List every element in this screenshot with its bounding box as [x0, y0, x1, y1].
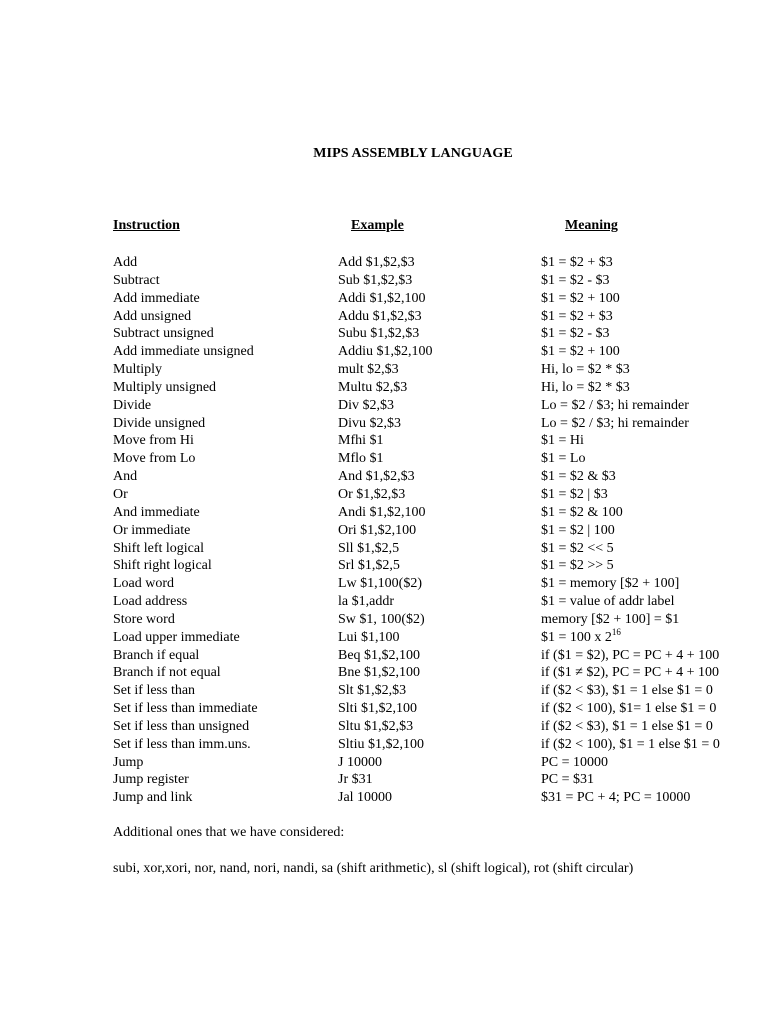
additional-instructions-list: subi, xor,xori, nor, nand, nori, nandi, sa (shift arithmetic), sl (shift logical), rot (shift circular)	[113, 861, 634, 876]
instruction-meaning	[541, 522, 615, 540]
table-header	[0, 218, 768, 238]
instruction-name: Set if less than	[113, 683, 196, 699]
instruction-meaning	[541, 736, 720, 754]
instruction-meaning	[541, 718, 713, 736]
instruction-example: Addiu $1,$2,100	[338, 344, 433, 360]
instruction-meaning	[541, 308, 613, 326]
meaning-text: $1 = $2 >> 5	[541, 558, 614, 574]
table-row	[0, 611, 768, 629]
table-row	[0, 626, 768, 647]
instruction-name: Or	[113, 486, 128, 502]
instruction-meaning	[541, 361, 630, 379]
meaning-text: $1 = memory [$2 + 100]	[541, 576, 680, 592]
instruction-name: Load word	[113, 576, 175, 592]
instruction-name: Set if less than imm.uns.	[113, 736, 251, 752]
meaning-text: if ($1 ≠ $2), PC = PC + 4 + 100	[541, 665, 719, 681]
table-row	[0, 450, 768, 468]
instruction-example: Subu $1,$2,$3	[338, 326, 420, 342]
meaning-text: $1 = $2 - $3	[541, 272, 610, 288]
table-row	[0, 557, 768, 575]
instruction-example: Andi $1,$2,100	[338, 504, 426, 520]
instruction-name: Jump	[113, 754, 144, 770]
instruction-meaning	[541, 504, 623, 522]
table-row	[0, 575, 768, 593]
meaning-text: $1 = $2 + $3	[541, 308, 613, 324]
instruction-meaning	[541, 789, 690, 807]
instruction-name: Store word	[113, 611, 175, 627]
instruction-name: Add	[113, 255, 138, 270]
meaning-text: if ($2 < $3), $1 = 1 else $1 = 0	[541, 718, 713, 734]
instruction-meaning	[541, 325, 610, 343]
instruction-meaning	[541, 700, 716, 718]
table-row	[0, 771, 768, 789]
table-row	[0, 522, 768, 540]
instruction-name: Shift left logical	[113, 540, 204, 556]
instruction-meaning	[541, 754, 608, 772]
instruction-name: Or immediate	[113, 522, 191, 538]
table-row	[0, 718, 768, 736]
column-header-example: Example	[351, 218, 404, 233]
meaning-text: memory [$2 + 100] = $1	[541, 611, 680, 627]
table-row	[0, 290, 768, 308]
instruction-meaning	[541, 397, 689, 415]
table-row	[0, 254, 768, 272]
instruction-example: Sltu $1,$2,$3	[338, 718, 414, 734]
meaning-text: $1 = $2 - $3	[541, 326, 610, 342]
table-row	[0, 754, 768, 772]
table-row	[0, 272, 768, 290]
table-row	[0, 308, 768, 326]
meaning-text: $1 = $2 & $3	[541, 469, 616, 485]
table-row	[0, 593, 768, 611]
instruction-example: Add $1,$2,$3	[338, 255, 415, 270]
instruction-example: Ori $1,$2,100	[338, 522, 417, 538]
table-row	[0, 361, 768, 379]
table-row	[0, 540, 768, 558]
instruction-meaning	[541, 450, 585, 468]
instruction-meaning	[541, 540, 614, 558]
instruction-name: Multiply	[113, 362, 163, 378]
instruction-example: Div $2,$3	[338, 397, 394, 413]
table-row	[0, 504, 768, 522]
instruction-meaning	[541, 432, 584, 450]
instruction-example: Slti $1,$2,100	[338, 701, 417, 717]
meaning-text: $1 = $2 + $3	[541, 255, 613, 270]
instruction-name: Branch if not equal	[113, 665, 221, 681]
instruction-example: Jr $31	[338, 772, 373, 788]
instruction-example: J 10000	[338, 754, 382, 770]
instruction-example: Lui $1,100	[338, 629, 400, 645]
instruction-meaning	[541, 626, 621, 647]
instruction-name: Jump register	[113, 772, 189, 788]
instruction-meaning	[541, 486, 608, 504]
instruction-meaning	[541, 290, 620, 308]
instruction-meaning	[541, 575, 679, 593]
table-row	[0, 647, 768, 665]
meaning-text: $1 = $2 | $3	[541, 486, 608, 502]
instruction-name: Divide	[113, 397, 152, 413]
instruction-example: Mfhi $1	[338, 433, 384, 449]
instruction-name: Divide unsigned	[113, 415, 206, 431]
instruction-example: Jal 10000	[338, 790, 393, 806]
instruction-name: Multiply unsigned	[113, 379, 217, 395]
instruction-name: Jump and link	[113, 790, 193, 806]
table-row	[0, 700, 768, 718]
instruction-example: Addi $1,$2,100	[338, 290, 426, 306]
table-row	[0, 682, 768, 700]
instruction-table	[0, 254, 768, 807]
meaning-text: if ($2 < 100), $1= 1 else $1 = 0	[541, 701, 717, 717]
table-row	[0, 486, 768, 504]
meaning-text: Hi, lo = $2 * $3	[541, 379, 630, 395]
instruction-name: Move from Lo	[113, 451, 196, 467]
instruction-example: Lw $1,100($2)	[338, 576, 422, 592]
instruction-example: Beq $1,$2,100	[338, 647, 421, 663]
instruction-example: Sw $1, 100($2)	[338, 611, 425, 627]
meaning-text: Hi, lo = $2 * $3	[541, 362, 630, 378]
instruction-meaning	[541, 468, 616, 486]
instruction-example: Bne $1,$2,100	[338, 665, 421, 681]
meaning-text: $31 = PC + 4; PC = 10000	[541, 790, 691, 806]
instruction-name: Move from Hi	[113, 433, 194, 449]
column-header-instruction: Instruction	[113, 218, 180, 233]
instruction-meaning	[541, 272, 610, 290]
instruction-example: And $1,$2,$3	[338, 469, 415, 485]
table-row	[0, 325, 768, 343]
table-row	[0, 664, 768, 682]
instruction-meaning	[541, 611, 679, 629]
instruction-example: Sub $1,$2,$3	[338, 272, 413, 288]
instruction-name: Branch if equal	[113, 647, 200, 663]
meaning-text: Lo = $2 / $3; hi remainder	[541, 415, 689, 431]
instruction-example: Addu $1,$2,$3	[338, 308, 422, 324]
instruction-name: Subtract	[113, 272, 160, 288]
meaning-text: if ($1 = $2), PC = PC + 4 + 100	[541, 647, 720, 663]
table-row	[0, 432, 768, 450]
instruction-example: Srl $1,$2,5	[338, 558, 400, 574]
instruction-example: Sltiu $1,$2,100	[338, 736, 424, 752]
instruction-meaning	[541, 415, 689, 433]
meaning-text: $1 = $2 + 100	[541, 344, 620, 360]
table-row	[0, 789, 768, 807]
table-row	[0, 736, 768, 754]
instruction-meaning	[541, 664, 719, 682]
meaning-text: if ($2 < $3), $1 = 1 else $1 = 0	[541, 683, 713, 699]
meaning-text: Lo = $2 / $3; hi remainder	[541, 397, 689, 413]
instruction-example: Sll $1,$2,5	[338, 540, 400, 556]
table-row	[0, 468, 768, 486]
instruction-meaning	[541, 557, 614, 575]
instruction-name: Add unsigned	[113, 308, 192, 324]
meaning-text: $1 = 100 x 2	[541, 629, 612, 645]
instruction-name: Add immediate unsigned	[113, 344, 254, 360]
instruction-example: Mflo $1	[338, 451, 384, 467]
meaning-text: $1 = $2 & 100	[541, 504, 623, 520]
meaning-text: $1 = value of addr label	[541, 594, 675, 610]
page-title: MIPS ASSEMBLY LANGUAGE	[313, 146, 513, 161]
instruction-example: Slt $1,$2,$3	[338, 683, 407, 699]
instruction-example: Divu $2,$3	[338, 415, 401, 431]
meaning-text: $1 = $2 << 5	[541, 540, 614, 556]
instruction-example: Multu $2,$3	[338, 379, 408, 395]
instruction-meaning	[541, 771, 594, 789]
instruction-meaning	[541, 682, 713, 700]
instruction-name: Add immediate	[113, 290, 200, 306]
instruction-name: Shift right logical	[113, 558, 212, 574]
instruction-name: Subtract unsigned	[113, 326, 214, 342]
instruction-name: Load address	[113, 594, 188, 610]
instruction-meaning	[541, 593, 674, 611]
meaning-text: if ($2 < 100), $1 = 1 else $1 = 0	[541, 736, 720, 752]
instruction-name: Load upper immediate	[113, 629, 240, 645]
instruction-name: And immediate	[113, 504, 200, 520]
meaning-text: PC = $31	[541, 772, 595, 788]
meaning-text: $1 = $2 + 100	[541, 290, 620, 306]
instruction-example: mult $2,$3	[338, 362, 399, 378]
table-row	[0, 343, 768, 361]
meaning-text: PC = 10000	[541, 754, 609, 770]
instruction-name: And	[113, 469, 138, 485]
meaning-text: $1 = $2 | 100	[541, 522, 615, 538]
instruction-meaning	[541, 343, 620, 361]
instruction-meaning	[541, 379, 630, 397]
table-row	[0, 415, 768, 433]
meaning-superscript: 16	[611, 626, 621, 637]
meaning-text: $1 = Lo	[541, 451, 586, 467]
instruction-meaning	[541, 647, 719, 665]
meaning-text: $1 = Hi	[541, 433, 584, 449]
instruction-example: la $1,addr	[338, 594, 394, 610]
instruction-name: Set if less than unsigned	[113, 718, 250, 734]
instruction-name: Set if less than immediate	[113, 701, 258, 717]
table-row	[0, 379, 768, 397]
column-header-meaning: Meaning	[565, 218, 618, 233]
instruction-meaning	[541, 254, 613, 272]
additional-heading: Additional ones that we have considered:	[113, 825, 345, 840]
instruction-example: Or $1,$2,$3	[338, 486, 406, 502]
table-row	[0, 397, 768, 415]
